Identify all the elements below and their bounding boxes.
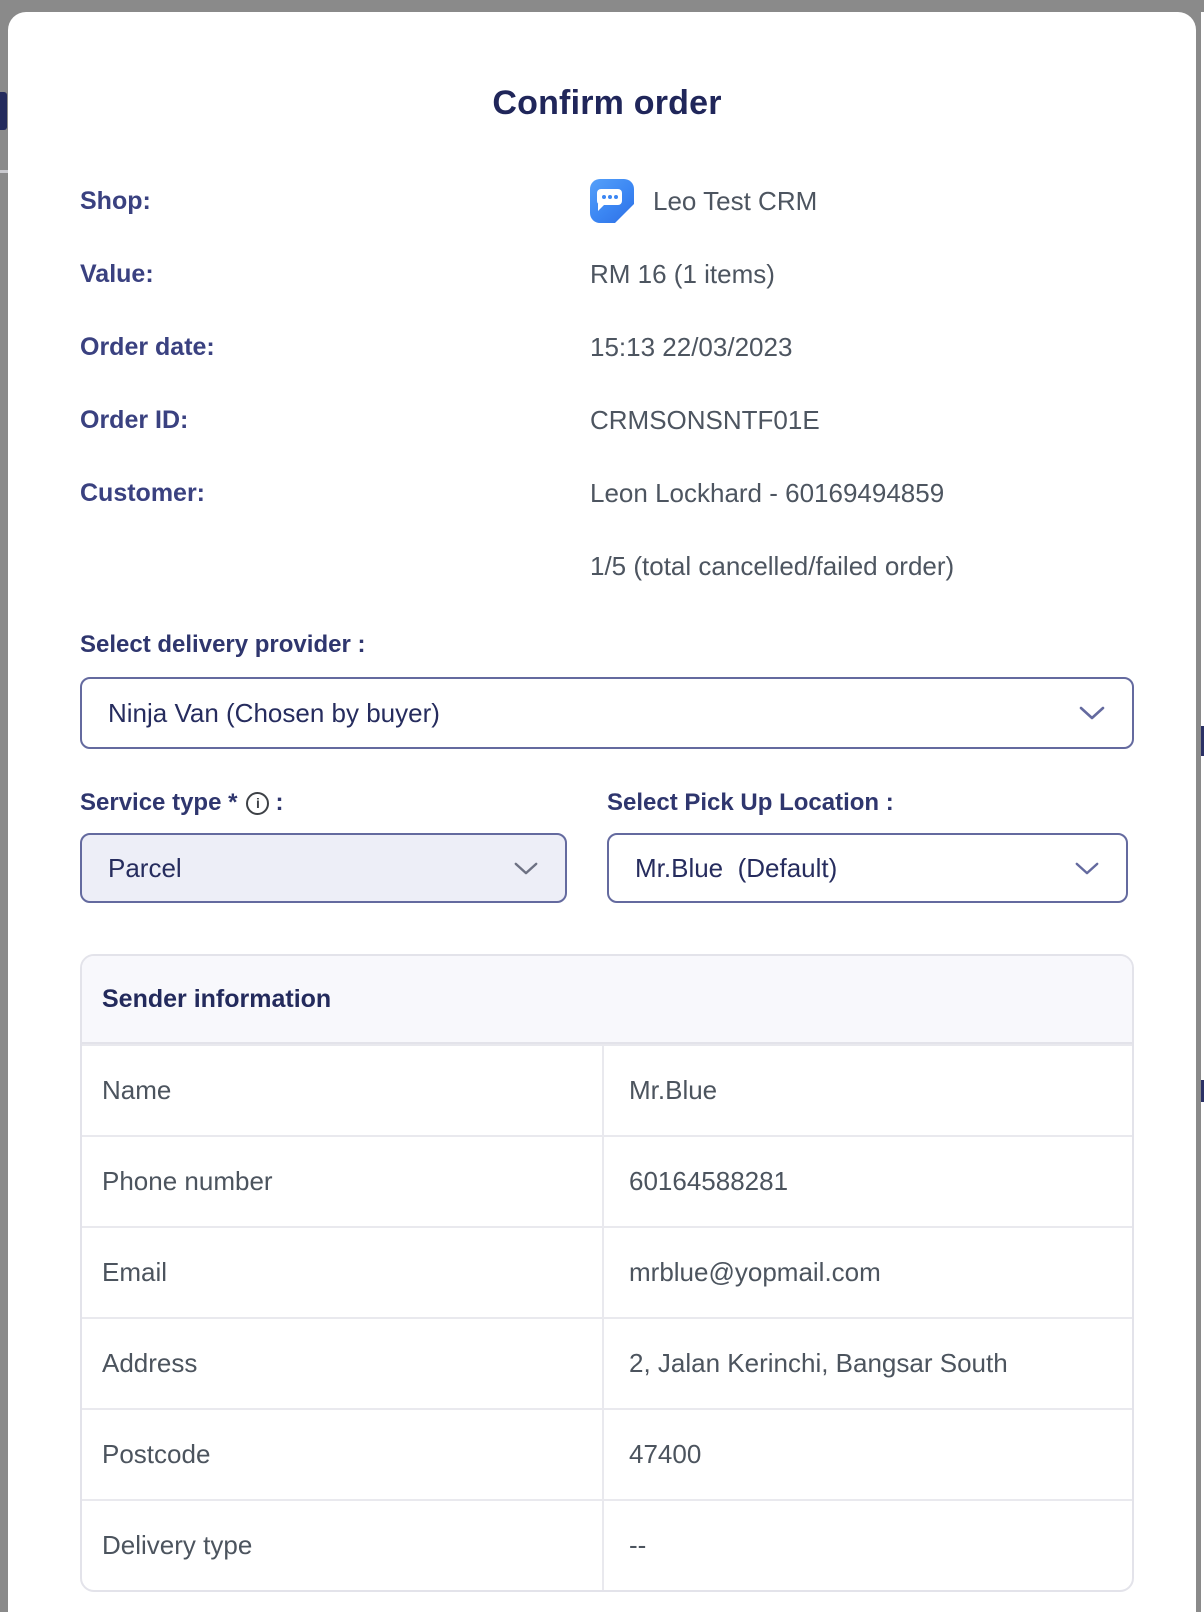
table-row	[82, 1408, 1132, 1499]
chevron-down-icon	[513, 860, 539, 877]
summary-row-shop	[80, 179, 1134, 223]
order-id-value: CRMSONSNTF01E	[590, 404, 820, 435]
table-row	[82, 1499, 1132, 1590]
chevron-down-icon	[1074, 860, 1100, 877]
customer-value: Leon Lockhard - 60169494859	[590, 477, 945, 508]
pickup-location-label: Select Pick Up Location :	[607, 789, 894, 816]
shop-value: Leo Test CRM	[653, 185, 818, 216]
sender-email-label: Email	[82, 1228, 604, 1317]
table-row	[82, 1135, 1132, 1226]
delivery-provider-label: Select delivery provider :	[80, 631, 366, 658]
table-row	[82, 1044, 1132, 1135]
summary-row-customer-note	[80, 544, 1134, 588]
sender-name-value: Mr.Blue	[629, 1075, 718, 1105]
pickup-location-field	[607, 789, 1128, 903]
pickup-location-select[interactable]	[607, 833, 1128, 903]
sender-address-value: 2, Jalan Kerinchi, Bangsar South	[629, 1348, 1008, 1378]
delivery-provider-field	[80, 631, 1134, 749]
confirm-order-modal	[8, 12, 1196, 1612]
table-row	[82, 1317, 1132, 1408]
info-icon[interactable]: i	[246, 792, 269, 815]
sender-email-value: mrblue@yopmail.com	[629, 1257, 881, 1287]
summary-row-value	[80, 252, 1134, 296]
order-id-label: Order ID:	[80, 405, 189, 434]
order-date-value: 15:13 22/03/2023	[590, 331, 793, 362]
sender-name-label: Name	[82, 1046, 604, 1135]
sender-information-card	[80, 954, 1134, 1592]
customer-label: Customer:	[80, 478, 206, 507]
shop-label: Shop:	[80, 186, 151, 215]
sender-delivery-type-value: --	[629, 1530, 647, 1560]
sender-address-label: Address	[82, 1319, 604, 1408]
sender-postcode-label: Postcode	[82, 1410, 604, 1499]
summary-row-order-id	[80, 398, 1134, 442]
summary-row-customer	[80, 471, 1134, 515]
sender-phone-label: Phone number	[82, 1137, 604, 1226]
sender-information-title: Sender information	[82, 956, 1132, 1044]
service-type-selected: Parcel	[108, 852, 182, 883]
service-type-colon: :	[275, 789, 284, 816]
sender-postcode-value: 47400	[629, 1439, 702, 1469]
delivery-provider-select[interactable]	[80, 677, 1134, 749]
shop-logo-icon	[590, 179, 634, 223]
table-row	[82, 1226, 1132, 1317]
order-date-label: Order date:	[80, 332, 215, 361]
delivery-provider-selected: Ninja Van (Chosen by buyer)	[108, 697, 440, 728]
underlay-page-fragment	[0, 92, 7, 130]
page-title: Confirm order	[492, 84, 722, 122]
customer-cancelled-note: 1/5 (total cancelled/failed order)	[590, 550, 955, 581]
service-type-label: Service type *	[80, 789, 238, 816]
service-type-field	[80, 789, 567, 903]
value-label: Value:	[80, 259, 154, 288]
chevron-down-icon	[1078, 704, 1106, 722]
value-value: RM 16 (1 items)	[590, 258, 775, 289]
service-type-select[interactable]	[80, 833, 567, 903]
summary-row-order-date	[80, 325, 1134, 369]
sender-phone-value: 60164588281	[629, 1166, 789, 1196]
pickup-location-selected: Mr.Blue (Default)	[635, 852, 838, 883]
sender-delivery-type-label: Delivery type	[82, 1501, 604, 1590]
underlay-page-divider	[0, 170, 8, 173]
order-summary	[80, 179, 1134, 588]
